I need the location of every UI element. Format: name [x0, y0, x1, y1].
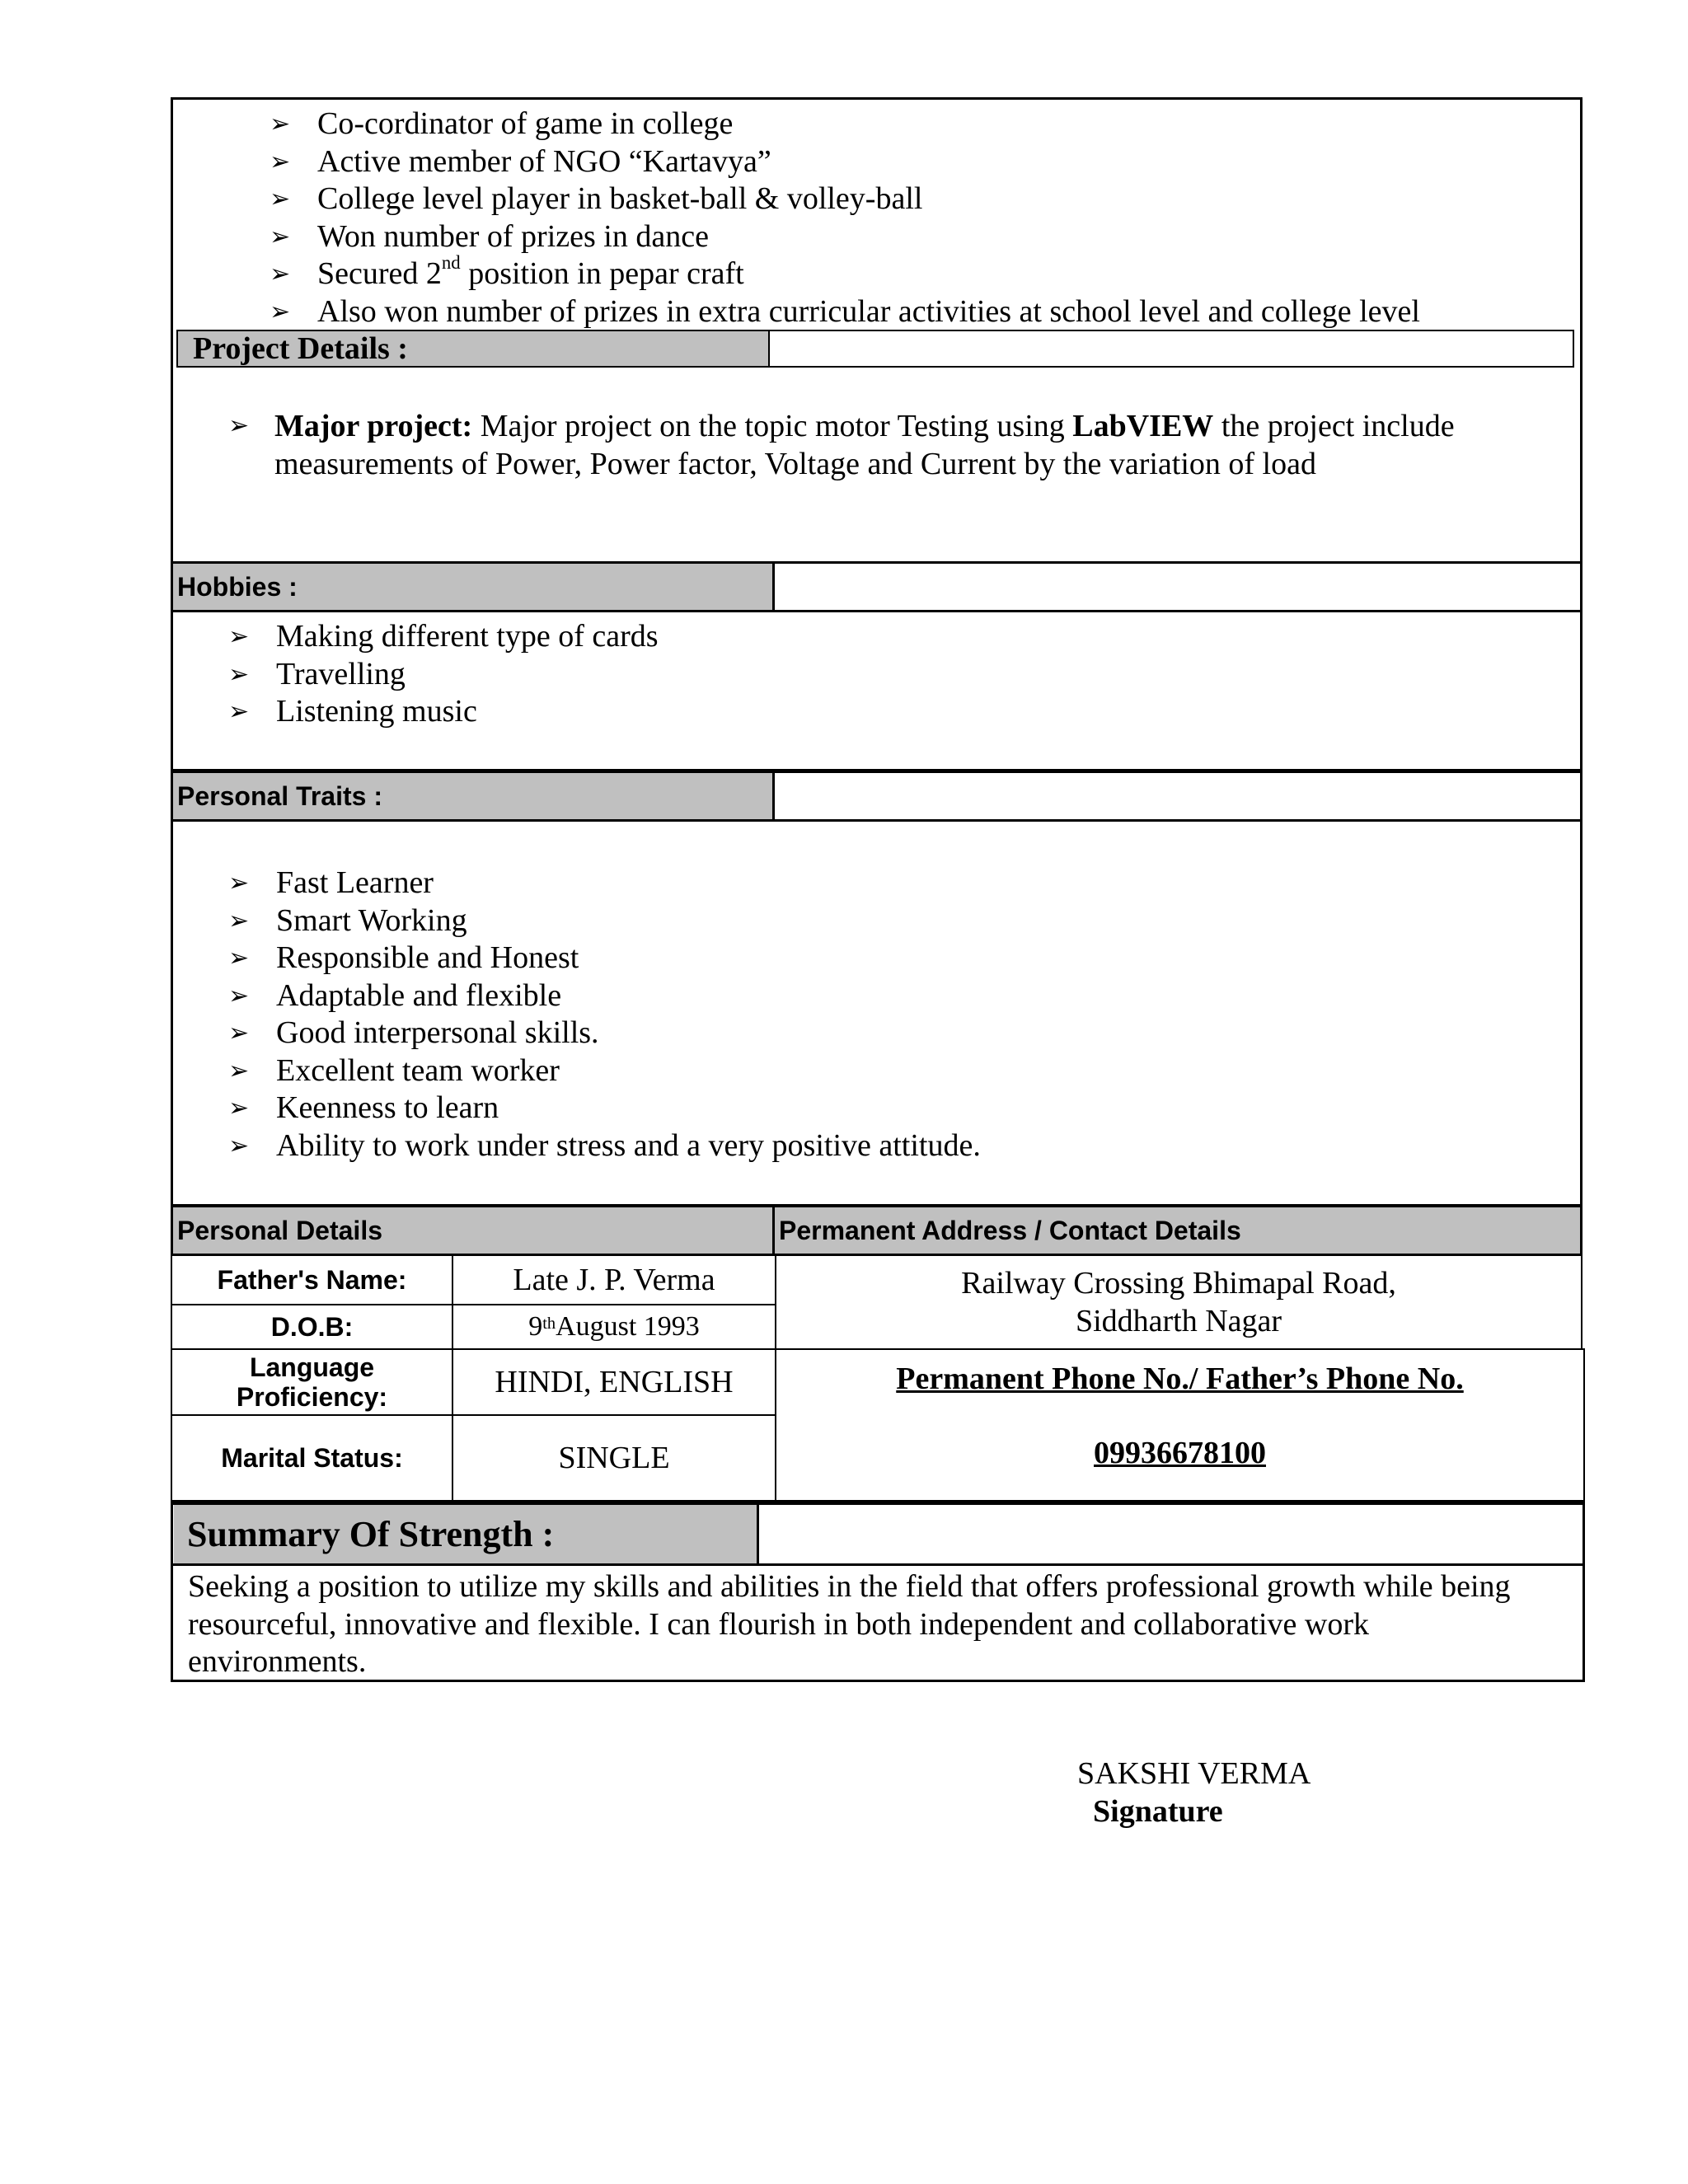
phone-label: Permanent Phone No./ Father’s Phone No. — [896, 1361, 1464, 1396]
arrow-bullet-icon: ➢ — [228, 697, 250, 726]
arrow-bullet-icon: ➢ — [228, 1056, 250, 1085]
arrow-bullet-icon: ➢ — [228, 981, 250, 1010]
arrow-bullet-icon: ➢ — [228, 869, 250, 898]
marital-status-label: Marital Status: — [171, 1414, 453, 1502]
activities-list — [270, 105, 1572, 330]
list-item: ➢ Making different type of cards — [228, 618, 1547, 656]
list-item: ➢ Smart Working — [228, 902, 1547, 940]
marital-status-value: SINGLE — [452, 1414, 776, 1502]
arrow-bullet-icon: ➢ — [228, 1094, 250, 1122]
list-item: ➢ Major project: Major project on the topic motor Testing using LabVIEW the project include measurements of Power, Power factor, Voltage and Current by the variation of load — [228, 409, 1455, 481]
list-item: ➢ Co-cordinator of game in college — [270, 105, 1572, 143]
summary-section: Seeking a position to utilize my skills and abilities in the field that offers professional growth while being resourceful, innovative and flexible. I can flourish in both independent and collaborative work environments. — [171, 1563, 1585, 1682]
list-item: ➢ College level player in basket-ball & volley-ball — [270, 180, 1572, 218]
list-item: ➢ Won number of prizes in dance — [270, 218, 1572, 256]
list-item: ➢ Excellent team worker — [228, 1052, 1547, 1090]
address-block: Railway Crossing Bhimapal Road, Siddharth Nagar — [775, 1254, 1582, 1350]
project-details-heading: Project Details : — [176, 330, 770, 368]
signature-name: SAKSHI VERMA — [1077, 1756, 1311, 1791]
phone-number: 09936678100 — [1094, 1436, 1266, 1470]
list-item: ➢ Secured 2nd position in pepar craft — [270, 255, 1572, 293]
arrow-bullet-icon: ➢ — [228, 944, 250, 972]
summary-heading: Summary Of Strength : — [174, 1505, 759, 1563]
arrow-bullet-icon: ➢ — [270, 185, 291, 213]
list-item: ➢ Active member of NGO “Kartavya” — [270, 143, 1572, 181]
list-item: ➢ Also won number of prizes in extra curricular activities at school level and college level — [270, 293, 1572, 331]
list-item: ➢ Travelling — [228, 656, 1547, 694]
arrow-bullet-icon: ➢ — [270, 222, 291, 251]
address-heading: Permanent Address / Contact Details — [775, 1207, 1580, 1254]
arrow-bullet-icon: ➢ — [228, 906, 250, 935]
arrow-bullet-icon: ➢ — [270, 110, 291, 138]
dob-value: 9 $^{th}$ August 1993 — [452, 1304, 776, 1350]
arrow-bullet-icon: ➢ — [270, 147, 291, 176]
language-value: HINDI, ENGLISH — [452, 1348, 776, 1416]
dob-label: D.O.B: — [171, 1304, 453, 1350]
signature-label: Signature — [1093, 1794, 1223, 1829]
hobbies-list — [228, 618, 1547, 731]
arrow-bullet-icon: ➢ — [228, 622, 250, 651]
arrow-bullet-icon: ➢ — [228, 1019, 250, 1047]
traits-list — [228, 865, 1547, 1165]
father-name-value: Late J. P. Verma — [452, 1254, 776, 1305]
hobbies-heading: Hobbies : — [173, 564, 775, 610]
list-item: ➢ Fast Learner — [228, 865, 1547, 902]
major-project-text — [228, 407, 1564, 483]
project-details-header-blank — [768, 330, 1574, 368]
language-label: Language Proficiency: — [171, 1348, 453, 1416]
personal-traits-heading: Personal Traits : — [173, 773, 775, 819]
phone-block — [775, 1348, 1585, 1502]
arrow-bullet-icon: ➢ — [228, 411, 250, 440]
arrow-bullet-icon: ➢ — [270, 297, 291, 326]
arrow-bullet-icon: ➢ — [228, 659, 250, 689]
personal-details-heading: Personal Details — [173, 1207, 775, 1254]
arrow-bullet-icon: ➢ — [228, 1131, 250, 1160]
list-item: ➢ Good interpersonal skills. — [228, 1015, 1547, 1052]
list-item: ➢ Listening music — [228, 693, 1547, 731]
father-name-label: Father's Name: — [171, 1254, 453, 1305]
list-item: ➢ Responsible and Honest — [228, 940, 1547, 977]
list-item: ➢ Keenness to learn — [228, 1090, 1547, 1127]
arrow-bullet-icon: ➢ — [270, 260, 291, 288]
list-item: ➢ Adaptable and flexible — [228, 977, 1547, 1015]
list-item: ➢ Ability to work under stress and a very positive attitude. — [228, 1127, 1547, 1165]
